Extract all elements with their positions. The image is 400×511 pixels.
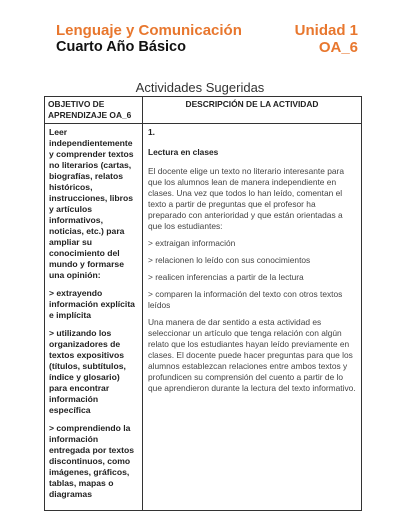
objective-item: > extrayendo información explícita e implícita [49,288,135,320]
unit-label: Unidad 1 [294,22,358,39]
activity-bullet: > extraigan información [148,238,236,248]
activity-paragraph: El docente elige un texto no literario interesante para que los alumnos lean de manera independiente en clases. Una vez que todos lo han leído, comentan el texto a partir de preguntas que el profesor ha preparado con anterioridad y que están orientadas a que los estudiantes: [148,166,345,231]
activity-bullet: > relacionen lo leído con sus conocimientos [148,255,311,265]
activity-bullet: > realicen inferencias a partir de la lectura [148,272,304,282]
objective-item: > comprendiendo la información entregada por textos discontinuos, como imágenes, gráficos, tablas, mapas o diagramas [49,423,135,499]
objective-code: OA_6 [318,39,358,56]
activities-table [44,96,362,511]
activity-subtitle: Lectura en clases [148,147,219,157]
objective-cell [45,124,143,511]
activity-bullet: > comparen la información del texto con otros textos leídos [148,289,343,310]
activity-paragraph: Una manera de dar sentido a esta actividad es seleccionar un artículo que tenga relación con algún relato que los estudiantes hayan leído previamente en clases. El docente puede hacer preguntas para que los alumnos establezcan relaciones entre ambos textos y profundicen su comprensión del cuento a partir de lo que aprendieron durante la lectura del texto informativo. [148,317,356,393]
grade-label: Cuarto Año Básico [56,39,186,55]
objective-intro: Leer independientemente y comprender textos no literarios (cartas, biografías, relatos históricos, instrucciones, libros y artículos informativos, noticias, etc.) para ampliar su conocimiento del mundo y formarse una opinión: [49,127,134,280]
objective-column-header: OBJETIVO DE APRENDIZAJE OA_6 [45,97,143,124]
objective-item: > utilizando los organizadores de textos expositivos (títulos, subtítulos, índice y glosario) para encontrar información específica [49,328,126,415]
page-header [56,22,358,56]
table-header-row [45,97,362,124]
activity-column-header: DESCRIPCIÓN DE LA ACTIVIDAD [143,97,362,124]
activity-cell [143,124,362,511]
table-row [45,124,362,511]
section-title: Actividades Sugeridas [135,80,265,95]
activity-number: 1. [148,127,155,137]
subject-title: Lenguaje y Comunicación [56,22,242,39]
